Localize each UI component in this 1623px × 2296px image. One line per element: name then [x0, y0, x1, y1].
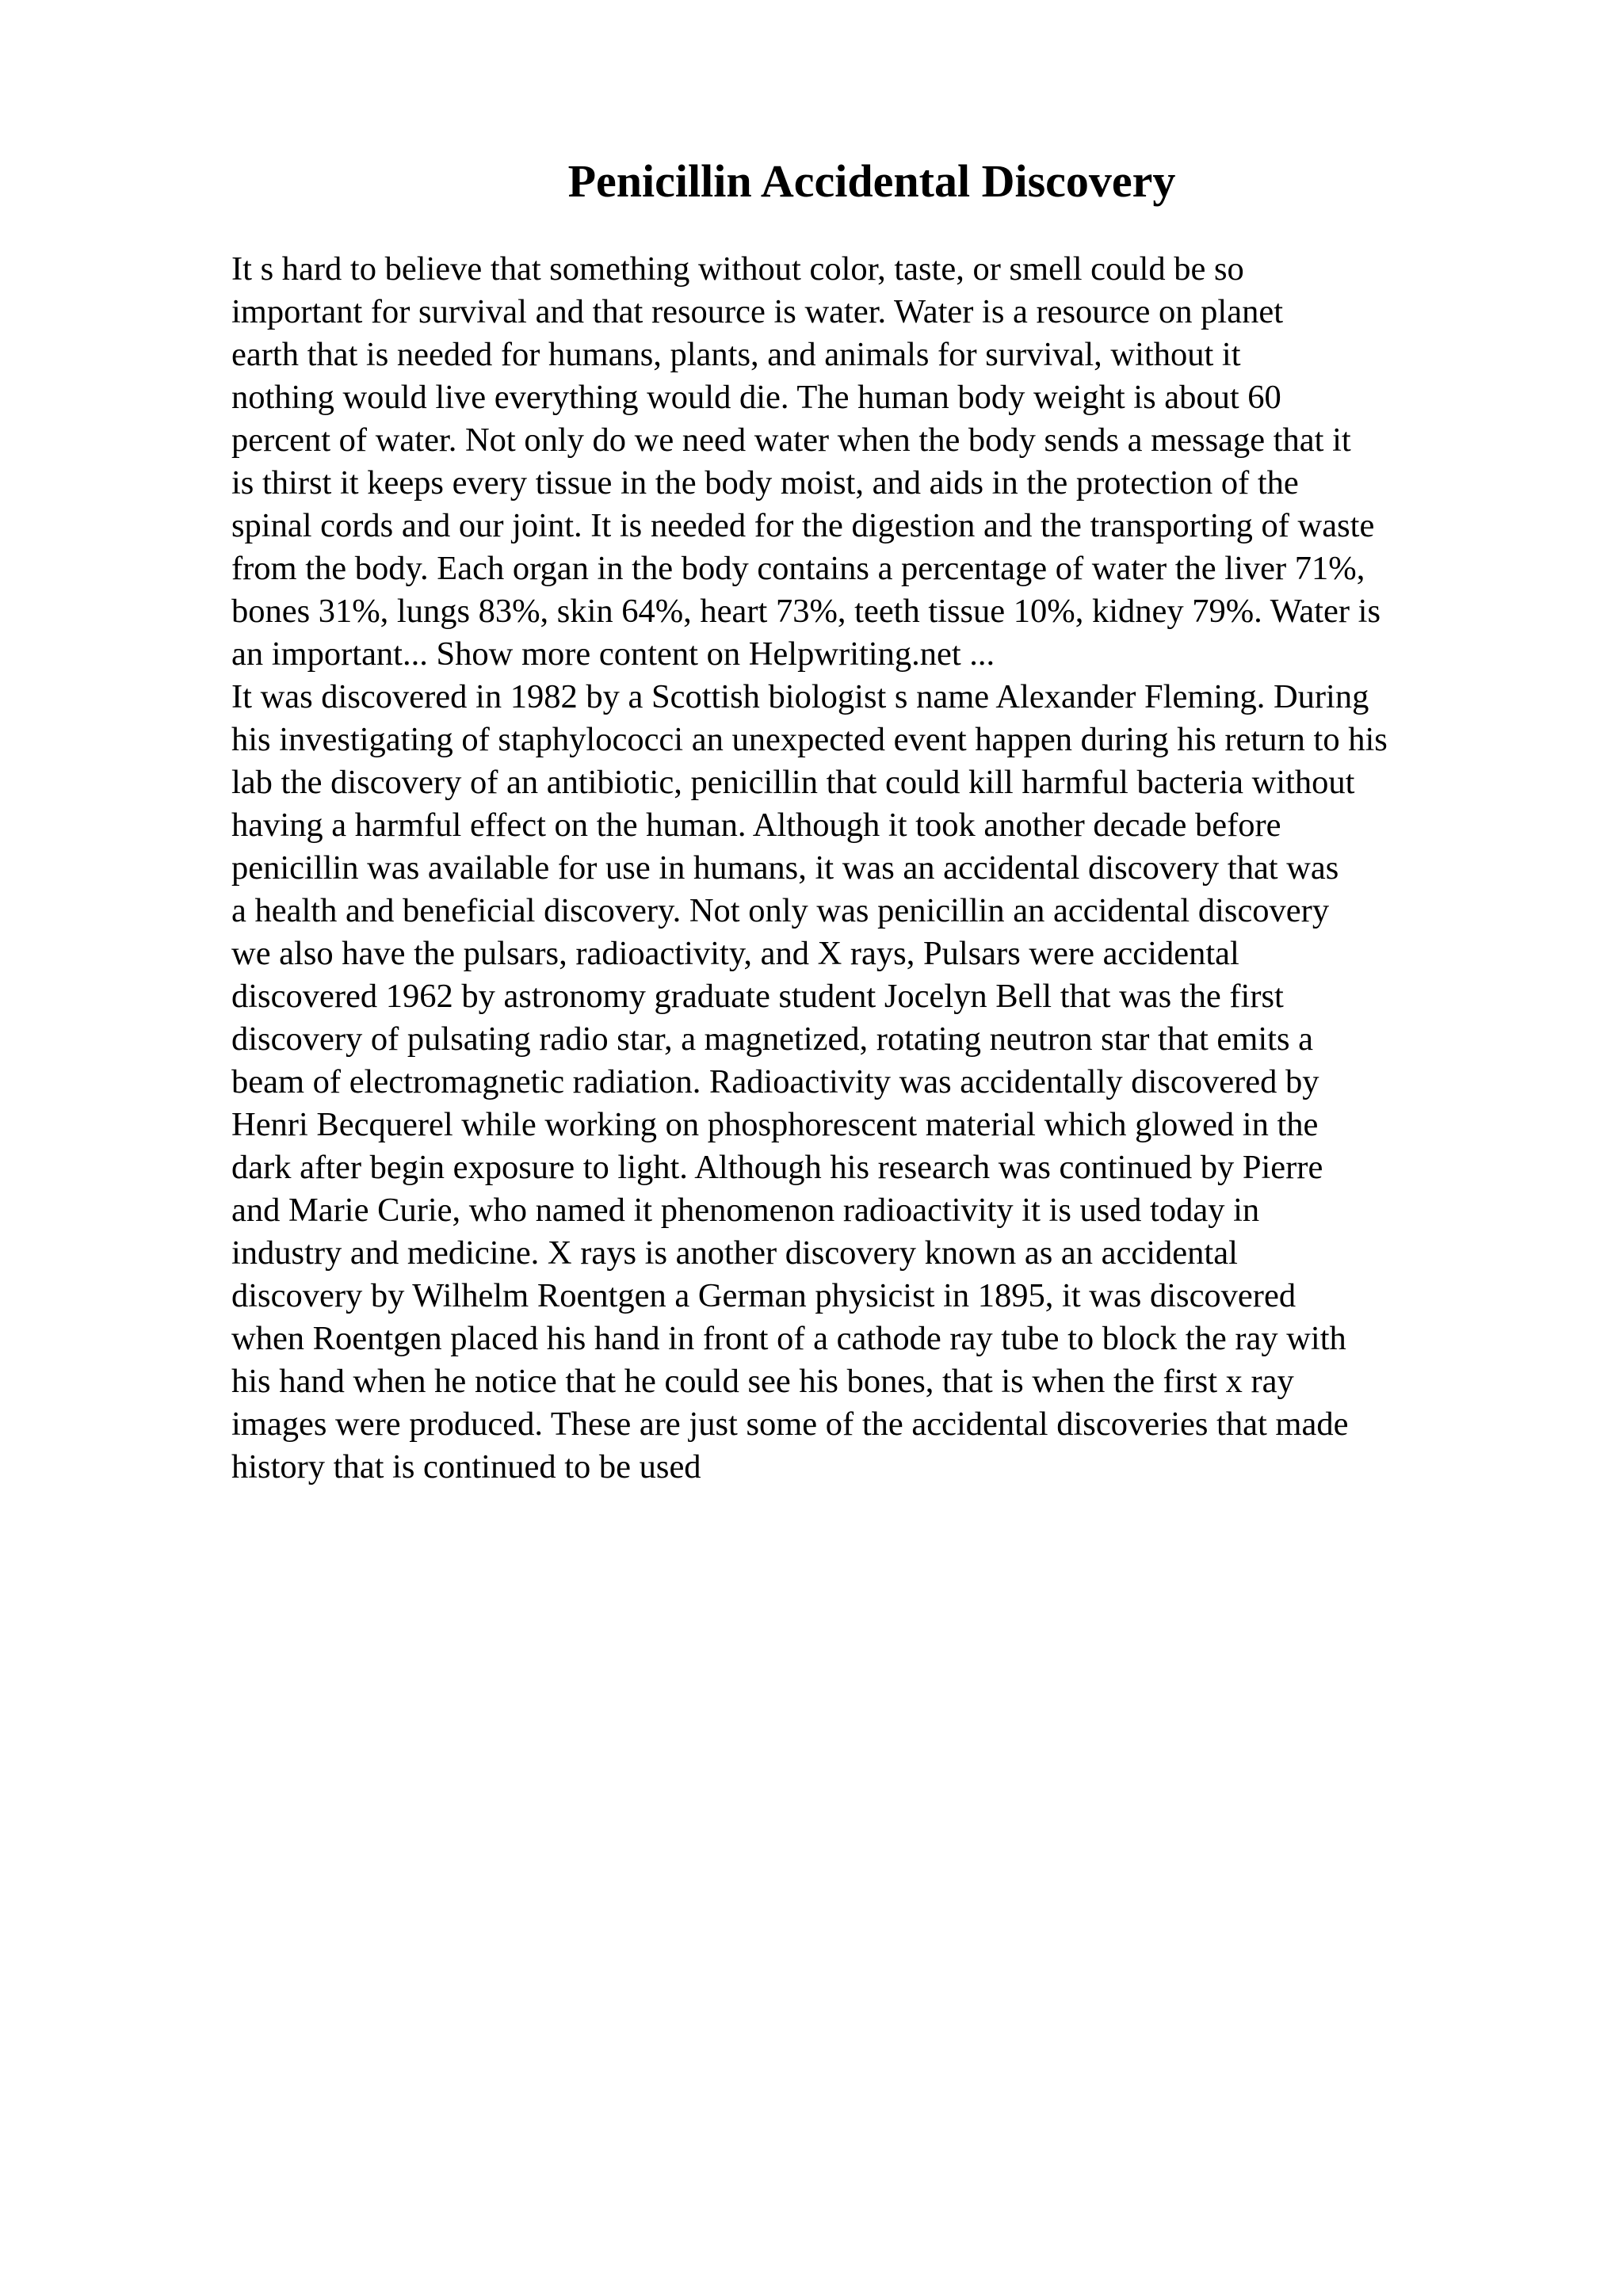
body-line: Henri Becquerel while working on phosphorescent material which glowed in the	[231, 1106, 1319, 1143]
body-line: having a harmful effect on the human. Although it took another decade before	[231, 807, 1281, 844]
body-line: penicillin was available for use in humans, it was an accidental discovery that was	[231, 849, 1339, 887]
body-line: discovery of pulsating radio star, a magnetized, rotating neutron star that emits a	[231, 1020, 1313, 1058]
body-line: lab the discovery of an antibiotic, penicillin that could kill harmful bacteria without	[231, 764, 1355, 801]
body-line: a health and beneficial discovery. Not only was penicillin an accidental discovery	[231, 892, 1330, 929]
body-line: history that is continued to be used	[231, 1448, 701, 1486]
body-line: from the body. Each organ in the body contains a percentage of water the liver 71%,	[231, 550, 1365, 587]
body-line: discovered 1962 by astronomy graduate student Jocelyn Bell that was the first	[231, 978, 1284, 1015]
body-line: industry and medicine. X rays is another discovery known as an accidental	[231, 1234, 1238, 1272]
body-line: dark after begin exposure to light. Although his research was continued by Pierre	[231, 1149, 1323, 1186]
document-body	[231, 248, 1579, 1489]
body-line: images were produced. These are just some of the accidental discoveries that made	[231, 1405, 1349, 1443]
body-line: beam of electromagnetic radiation. Radioactivity was accidentally discovered by	[231, 1063, 1319, 1100]
body-line: percent of water. Not only do we need water when the body sends a message that it	[231, 421, 1351, 459]
body-line: bones 31%, lungs 83%, skin 64%, heart 73%, teeth tissue 10%, kidney 79%. Water is	[231, 593, 1381, 630]
body-line: is thirst it keeps every tissue in the body moist, and aids in the protection of the	[231, 464, 1299, 502]
body-line: important for survival and that resource is water. Water is a resource on planet	[231, 293, 1284, 330]
body-line: his hand when he notice that he could see his bones, that is when the first x ray	[231, 1363, 1294, 1400]
body-line: we also have the pulsars, radioactivity, and X rays, Pulsars were accidental	[231, 935, 1239, 972]
body-line: nothing would live everything would die. The human body weight is about 60	[231, 379, 1281, 416]
body-line: spinal cords and our joint. It is needed for the digestion and the transporting of waste	[231, 507, 1375, 544]
document-title: Penicillin Accidental Discovery	[567, 155, 1176, 207]
body-line: and Marie Curie, who named it phenomenon radioactivity it is used today in	[231, 1192, 1260, 1229]
body-line: It s hard to believe that something without color, taste, or smell could be so	[231, 250, 1244, 288]
body-line: when Roentgen placed his hand in front of a cathode ray tube to block the ray with	[231, 1320, 1346, 1357]
body-line: It was discovered in 1982 by a Scottish biologist s name Alexander Fleming. During	[231, 678, 1369, 715]
body-line: discovery by Wilhelm Roentgen a German physicist in 1895, it was discovered	[231, 1277, 1296, 1314]
body-line: an important... Show more content on Helpwriting.net ...	[231, 635, 995, 673]
body-line: earth that is needed for humans, plants, and animals for survival, without it	[231, 336, 1241, 373]
body-line: his investigating of staphylococci an unexpected event happen during his return to his	[231, 721, 1388, 758]
